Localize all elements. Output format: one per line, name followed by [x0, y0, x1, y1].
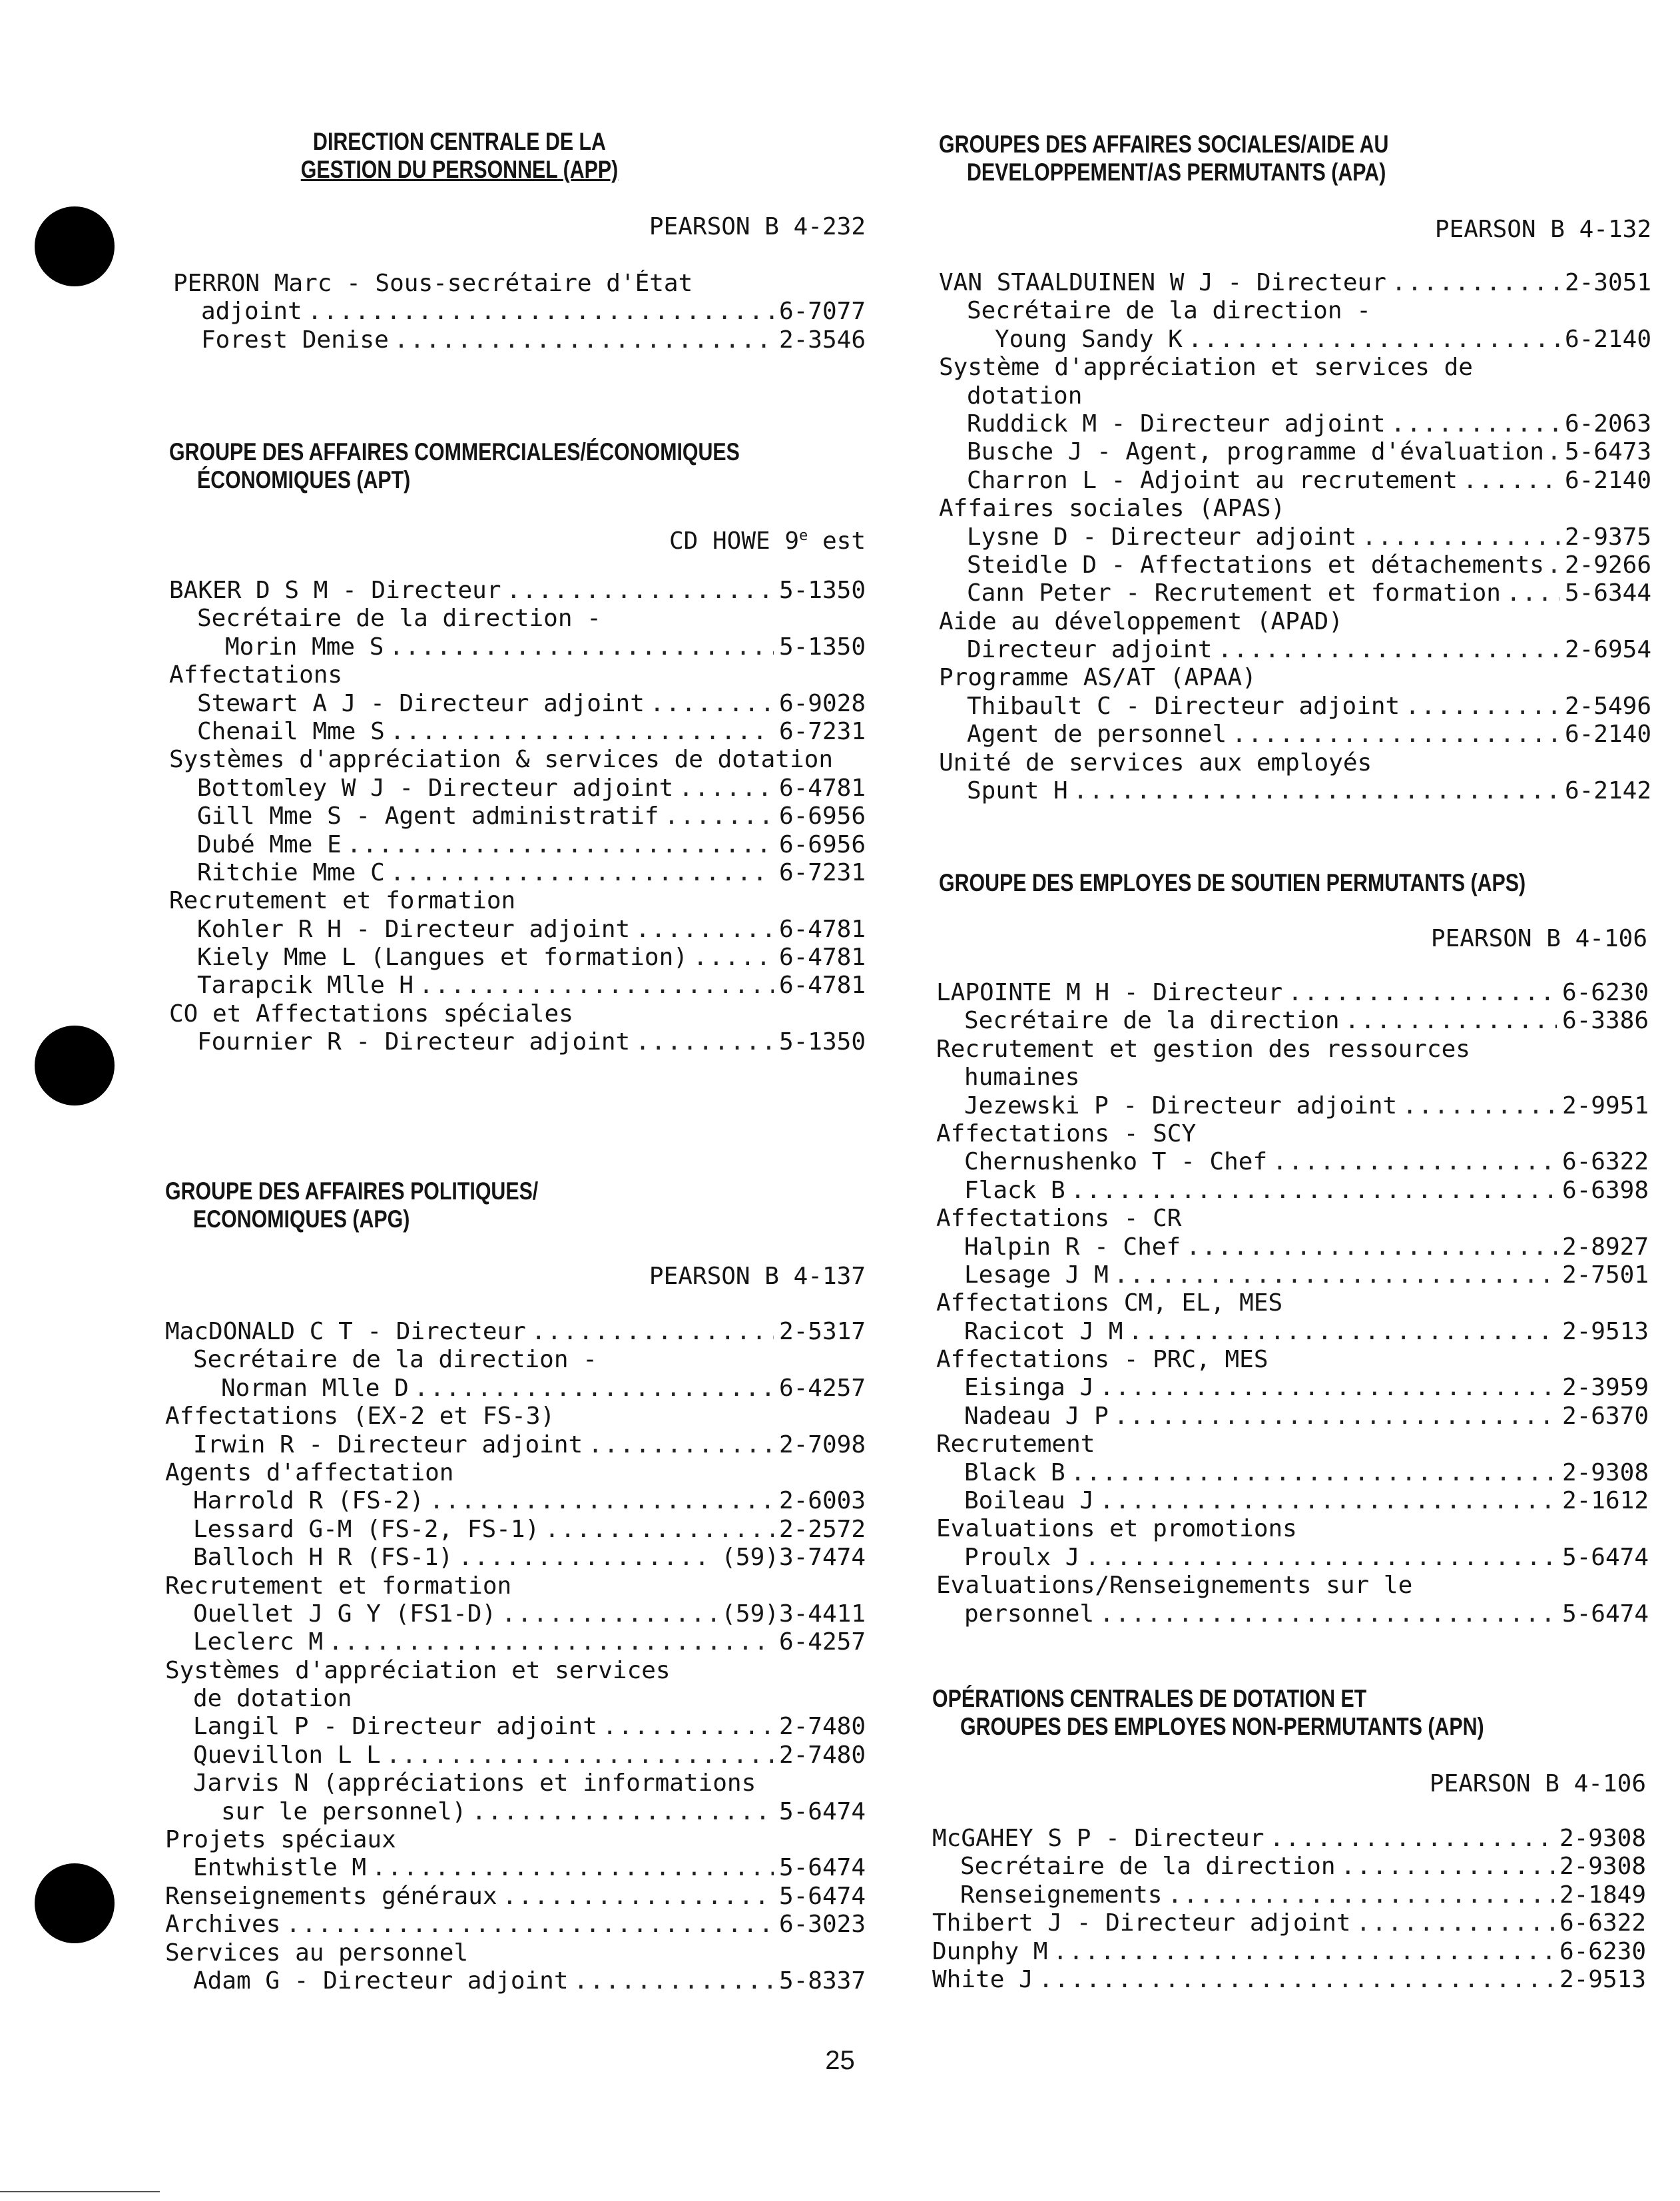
entry-row: Affectations (EX-2 et FS-3) — [165, 1403, 555, 1430]
entry-row: Young Sandy K ..... 6-2140 — [939, 326, 1651, 354]
entry-row: McGAHEY S P - Directeur ..... 2-9308 — [932, 1825, 1646, 1853]
entry-row: White J ..... 2-9513 — [932, 1966, 1646, 1994]
location: PEARSON B 4-137 — [649, 1263, 866, 1290]
entry-row: Black B ..... 2-9308 — [936, 1459, 1649, 1487]
entry-row: humaines — [964, 1064, 1080, 1092]
section-title: GROUPE DES EMPLOYES DE SOUTIEN PERMUTANTS (APS) — [939, 869, 1526, 896]
entry-row: Projets spéciaux — [165, 1826, 396, 1854]
entry-row: Jarvis N (appréciations et informations — [193, 1769, 756, 1797]
entry-row: Secrétaire de la direction - — [193, 1346, 597, 1374]
entry-row: Affectations CM, EL, MES — [936, 1289, 1283, 1317]
section-title: GROUPES DES EMPLOYES NON-PERMUTANTS (APN) — [960, 1713, 1484, 1740]
entry-row: Harrold R (FS-2) ..... 2-6003 — [165, 1487, 866, 1515]
entry-row: adjoint ..... 6-7077 — [173, 298, 866, 326]
section-title: DIRECTION CENTRALE DE LA — [313, 128, 606, 155]
entry-list — [169, 577, 866, 1057]
entry-row: Halpin R - Chef ..... 2-8927 — [936, 1233, 1649, 1261]
entry-row: Cann Peter - Recrutement et formation ..... 5-6344 — [939, 579, 1651, 607]
entry-row: Evaluations/Renseignements sur le — [936, 1572, 1413, 1600]
entry-row: Ruddick M - Directeur adjoint ..... 6-2063 — [939, 410, 1651, 438]
entry-row: Adam G - Directeur adjoint ..... 5-8337 — [165, 1967, 866, 1995]
section-title: GROUPE DES AFFAIRES POLITIQUES/ — [165, 1177, 539, 1205]
entry-row: Thibault C - Directeur adjoint ..... 2-5496 — [939, 693, 1651, 721]
entry-row: Proulx J ..... 5-6474 — [936, 1544, 1649, 1572]
entry-row: Ritchie Mme C ..... 6-7231 — [169, 859, 866, 887]
entry-row: Dunphy M ..... 6-6230 — [932, 1938, 1646, 1966]
entry-row: Fournier R - Directeur adjoint ..... 5-1350 — [169, 1028, 866, 1056]
entry-row: Bottomley W J - Directeur adjoint ..... 6-4781 — [169, 775, 866, 802]
section-title: ECONOMIQUES (APG) — [193, 1205, 410, 1233]
entry-row: Forest Denise ..... 2-3546 — [173, 326, 866, 354]
location: PEARSON B 4-106 — [1429, 1770, 1646, 1797]
entry-row: Systèmes d'appréciation & services de dotation — [169, 746, 833, 774]
entry-row: Services au personnel — [165, 1939, 469, 1967]
punch-hole — [35, 1863, 115, 1943]
entry-row: Dubé Mme E ..... 6-6956 — [169, 831, 866, 859]
section-title: GROUPES DES AFFAIRES SOCIALES/AIDE AU — [939, 131, 1389, 158]
entry-row: de dotation — [193, 1685, 352, 1713]
entry-row: dotation — [967, 382, 1083, 410]
section-title: GESTION DU PERSONNEL (APP) — [300, 156, 619, 183]
entry-row: Flack B ..... 6-6398 — [936, 1177, 1649, 1205]
entry-row: Aide au développement (APAD) — [939, 607, 1343, 635]
entry-row: Racicot J M ..... 2-9513 — [936, 1318, 1649, 1346]
entry-row: Affectations - PRC, MES — [936, 1346, 1268, 1374]
entry-row: Kiely Mme L (Langues et formation) ..... 6-4781 — [169, 944, 866, 972]
entry-row: Lysne D - Directeur adjoint ..... 2-9375 — [939, 523, 1651, 551]
entry-row: Charron L - Adjoint au recrutement ..... 6-2140 — [939, 467, 1651, 495]
entry-row: Programme AS/AT (APAA) — [939, 664, 1257, 692]
entry-row: Stewart A J - Directeur adjoint ..... 6-9028 — [169, 690, 866, 718]
entry-row: PERRON Marc - Sous-secrétaire d'État — [173, 270, 693, 297]
entry-row: Secrétaire de la direction ..... 2-9308 — [932, 1853, 1646, 1881]
entry-row: personnel ..... 5-6474 — [936, 1600, 1649, 1628]
entry-row: Lessard G-M (FS-2, FS-1) ..... 2-2572 — [165, 1516, 866, 1544]
entry-row: Renseignements ..... 2-1849 — [932, 1881, 1646, 1909]
entry-row: Chernushenko T - Chef ..... 6-6322 — [936, 1148, 1649, 1176]
entry-row: Systèmes d'appréciation et services — [165, 1656, 671, 1684]
punch-hole — [35, 206, 115, 286]
section-title: OPÉRATIONS CENTRALES DE DOTATION ET — [932, 1685, 1367, 1712]
entry-row: Eisinga J ..... 2-3959 — [936, 1374, 1649, 1402]
entry-row: Recrutement et formation — [169, 887, 516, 915]
entry-row: Boileau J ..... 2-1612 — [936, 1487, 1649, 1515]
entry-row: Directeur adjoint ..... 2-6954 — [939, 636, 1651, 664]
entry-row: Recrutement et gestion des ressources — [936, 1035, 1470, 1063]
entry-row: sur le personnel) ..... 5-6474 — [165, 1798, 866, 1826]
entry-row: Evaluations et promotions — [936, 1515, 1297, 1543]
entry-list — [939, 269, 1651, 805]
entry-row: Archives ..... 6-3023 — [165, 1911, 866, 1939]
location: PEARSON B 4-132 — [1434, 216, 1651, 243]
footer-rule — [0, 2191, 160, 2192]
entry-row: Affaires sociales (APAS) — [939, 495, 1286, 523]
entry-row: Norman Mlle D ..... 6-4257 — [165, 1375, 866, 1403]
entry-row: Unité de services aux employés — [939, 749, 1372, 777]
entry-row: Gill Mme S - Agent administratif ..... 6-6956 — [169, 802, 866, 830]
location: CD HOWE 9e est — [669, 527, 866, 555]
entry-row: Affectations — [169, 661, 343, 689]
entry-row: Nadeau J P ..... 2-6370 — [936, 1403, 1649, 1430]
entry-row: Ouellet J G Y (FS1-D) ..... (59)3-4411 — [165, 1600, 866, 1628]
location: PEARSON B 4-106 — [1430, 925, 1647, 952]
page-number: 25 — [825, 2046, 855, 2075]
entry-row: Spunt H ..... 6-2142 — [939, 777, 1651, 805]
entry-row: Recrutement et formation — [165, 1572, 512, 1600]
entry-list — [165, 1318, 866, 1995]
section-title: GROUPE DES AFFAIRES COMMERCIALES/ÉCONOMIQUES — [169, 438, 740, 466]
entry-row: Secrétaire de la direction - — [967, 297, 1371, 325]
entry-row: Chenail Mme S ..... 6-7231 — [169, 718, 866, 746]
entry-row: Agents d'affectation — [165, 1458, 454, 1486]
entry-row: Irwin R - Directeur adjoint ..... 2-7098 — [165, 1431, 866, 1459]
entry-row: Busche J - Agent, programme d'évaluation ..... 5-6473 — [939, 438, 1651, 466]
entry-row: Steidle D - Affectations et détachements ..... 2-9266 — [939, 551, 1651, 579]
entry-row: Balloch H R (FS-1) ..... (59)3-7474 — [165, 1544, 866, 1572]
entry-list — [936, 979, 1649, 1628]
entry-row: Langil P - Directeur adjoint ..... 2-7480 — [165, 1713, 866, 1741]
section-title: DEVELOPPEMENT/AS PERMUTANTS (APA) — [967, 158, 1386, 186]
entry-row: Morin Mme S ..... 5-1350 — [169, 633, 866, 661]
entry-row: Recrutement — [936, 1430, 1095, 1458]
entry-row: CO et Affectations spéciales — [169, 1000, 573, 1028]
entry-row: Leclerc M ..... 6-4257 — [165, 1628, 866, 1656]
entry-row: BAKER D S M - Directeur ..... 5-1350 — [169, 577, 866, 605]
entry-row: Renseignements généraux ..... 5-6474 — [165, 1883, 866, 1911]
entry-row: Entwhistle M ..... 5-6474 — [165, 1854, 866, 1882]
entry-row: Affectations - CR — [936, 1205, 1182, 1233]
section-title: ÉCONOMIQUES (APT) — [197, 466, 411, 493]
entry-row: Kohler R H - Directeur adjoint ..... 6-4781 — [169, 916, 866, 944]
entry-list — [932, 1825, 1646, 1994]
entry-row: Quevillon L L ..... 2-7480 — [165, 1741, 866, 1769]
entry-row: Tarapcik Mlle H ..... 6-4781 — [169, 972, 866, 1000]
entry-row: VAN STAALDUINEN W J - Directeur ..... 2-3051 — [939, 269, 1651, 297]
entry-list — [173, 270, 866, 354]
entry-row: Secrétaire de la direction ..... 6-3386 — [936, 1007, 1649, 1035]
entry-row: MacDONALD C T - Directeur ..... 2-5317 — [165, 1318, 866, 1346]
entry-row: LAPOINTE M H - Directeur ..... 6-6230 — [936, 979, 1649, 1007]
punch-hole — [35, 1026, 115, 1105]
entry-row: Lesage J M ..... 2-7501 — [936, 1261, 1649, 1289]
entry-row: Agent de personnel ..... 6-2140 — [939, 721, 1651, 749]
location: PEARSON B 4-232 — [649, 213, 866, 240]
entry-row: Secrétaire de la direction - — [197, 605, 601, 633]
entry-row: Système d'appréciation et services de — [939, 354, 1473, 382]
entry-row: Thibert J - Directeur adjoint ..... 6-6322 — [932, 1909, 1646, 1937]
entry-row: Affectations - SCY — [936, 1119, 1197, 1147]
entry-row: Jezewski P - Directeur adjoint ..... 2-9951 — [936, 1092, 1649, 1120]
